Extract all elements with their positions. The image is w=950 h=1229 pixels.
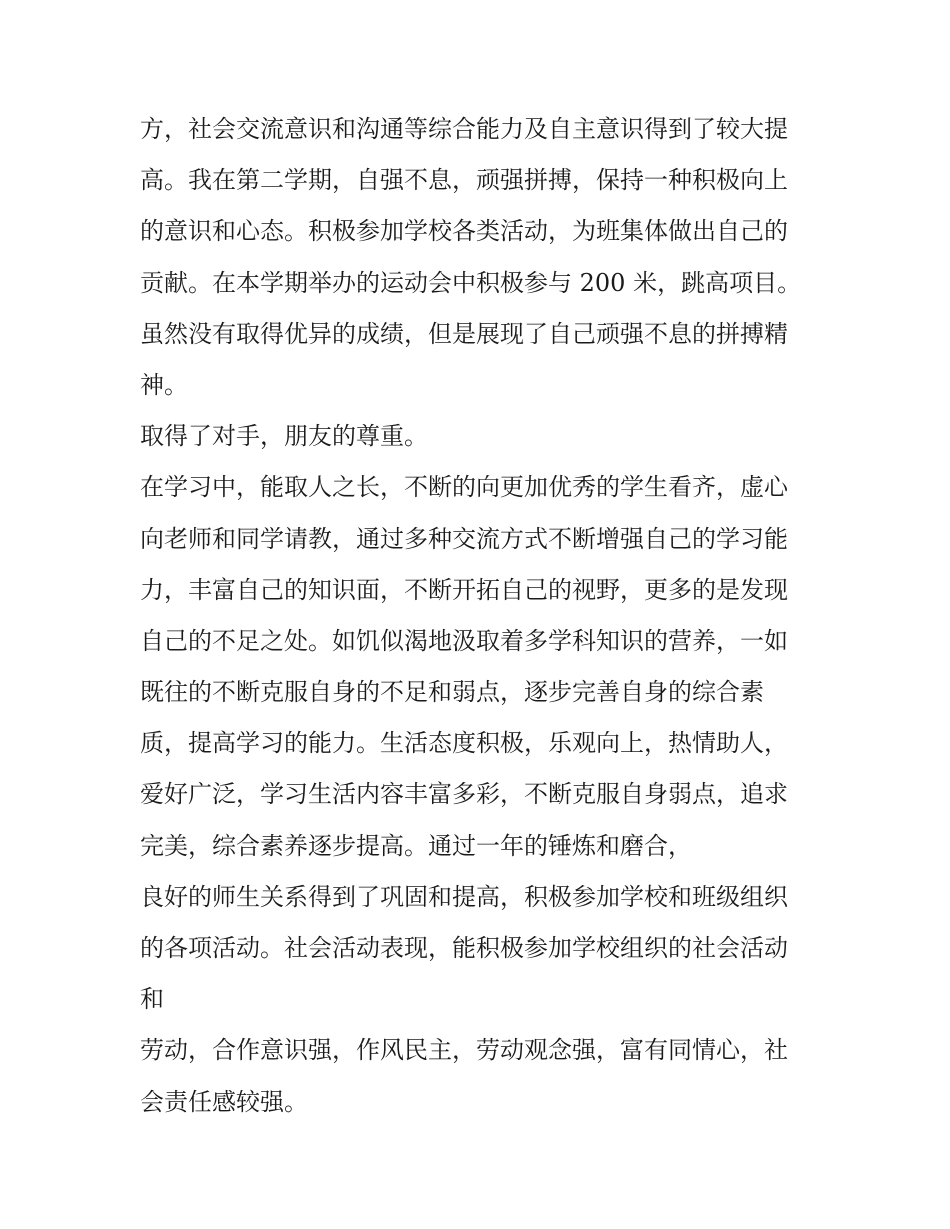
text-line: 的各项活动。社会活动表现，能积极参加学校组织的社会活动 (140, 934, 788, 962)
text-line: 既往的不断克服自身的不足和弱点，逐步完善自身的综合素 (140, 678, 764, 707)
text-line: 和 (140, 985, 164, 1014)
text-line: 贡献。在本学期举办的运动会中积极参与 200 米，跳高项目。 (140, 268, 802, 297)
text-line: 向老师和同学请教，通过多种交流方式不断增强自己的学习能 (140, 524, 788, 553)
text-line: 虽然没有取得优异的成绩，但是展现了自己顽强不息的拼搏精 (140, 319, 788, 348)
body-text (140, 104, 820, 1128)
text-line: 会责任感较强。 (140, 1087, 308, 1116)
text-line: 取得了对手，朋友的尊重。 (140, 422, 428, 451)
text-line: 质，提高学习的能力。生活态度积极，乐观向上，热情助人， (140, 729, 788, 758)
text-line: 自己的不足之处。如饥似渴地汲取着多学科知识的营养，一如 (140, 626, 788, 655)
text-line: 良好的师生关系得到了巩固和提高，积极参加学校和班级组织 (140, 882, 788, 911)
text-line: 爱好广泛，学习生活内容丰富多彩，不断克服自身弱点，追求 (140, 780, 788, 809)
text-line: 方，社会交流意识和沟通等综合能力及自主意识得到了较大提 (140, 115, 788, 143)
text-line: 在学习中，能取人之长，不断的向更加优秀的学生看齐，虚心 (140, 473, 788, 502)
text-line: 力，丰富自己的知识面，不断开拓自己的视野，更多的是发现 (140, 575, 788, 604)
text-line: 的意识和心态。积极参加学校各类活动，为班集体做出自己的 (140, 217, 788, 246)
text-line: 神。 (140, 370, 188, 399)
text-line: 高。我在第二学期，自强不息，顽强拼搏，保持一种积极向上 (140, 166, 788, 195)
text-line: 完美，综合素养逐步提高。通过一年的锤炼和磨合， (140, 831, 692, 860)
text-line: 劳动，合作意识强，作风民主，劳动观念强，富有同情心，社 (140, 1036, 788, 1065)
